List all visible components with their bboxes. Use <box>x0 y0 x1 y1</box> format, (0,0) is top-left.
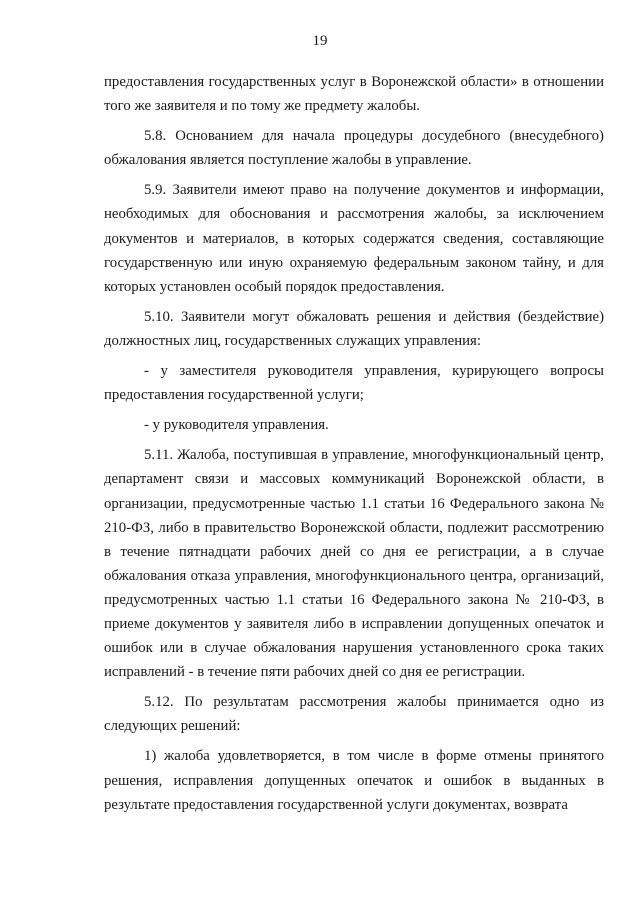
list-item-complaint-satisfied: 1) жалоба удовлетворяется, в том числе в форме отмены принятого решения, исправления допущенных опечаток и ошибок в выданных в результате предоставления государственной услуги документах, возврата <box>104 748 604 813</box>
document-body <box>104 70 604 823</box>
paragraph-5-12: 5.12. По результатам рассмотрения жалобы принимается одно из следующих решений: <box>104 694 604 735</box>
paragraph-5-9: 5.9. Заявители имеют право на получение документов и информации, необходимых для обоснования и рассмотрения жалобы, за исключением документов и материалов, в которых содержатся сведения, составляющие государственную или иную охраняемую федеральным законом тайну, и для которых установлен особый порядок предоставления. <box>104 182 604 295</box>
paragraph-continuation: предоставления государственных услуг в Воронежской области» в отношении того же заявителя и по тому же предмету жалобы. <box>104 74 604 115</box>
list-item-head: - у руководителя управления. <box>144 417 329 434</box>
paragraph-5-10: 5.10. Заявители могут обжаловать решения и действия (бездействие) должностных лиц, государственных служащих управления: <box>104 308 604 349</box>
paragraph-5-11: 5.11. Жалоба, поступившая в управление, многофункциональный центр, департамент связи и массовых коммуникаций Воронежской области, в организации, предусмотренные частью 1.1 статьи 16 Федерального закона № 210-ФЗ, либо в правительство Воронежской области, подлежит рассмотрению в течение пятнадцати рабочих дней со дня ее регистрации, а в случае обжалования отказа управления, многофункционального центра, организаций, предусмотренных частью 1.1 статьи 16 Федерального закона № 210-ФЗ, в приеме документов у заявителя либо в исправлении допущенных опечаток и ошибок или в случае обжалования нарушения установленного срока таких исправлений - в течение пяти рабочих дней со дня ее регистрации. <box>104 447 604 681</box>
list-item-deputy-head: - у заместителя руководителя управления, курирующего вопросы предоставления государственной услуги; <box>104 363 604 404</box>
page-number: 19 <box>312 33 328 49</box>
paragraph-5-8: 5.8. Основанием для начала процедуры досудебного (внесудебного) обжалования является поступление жалобы в управление. <box>104 128 604 169</box>
